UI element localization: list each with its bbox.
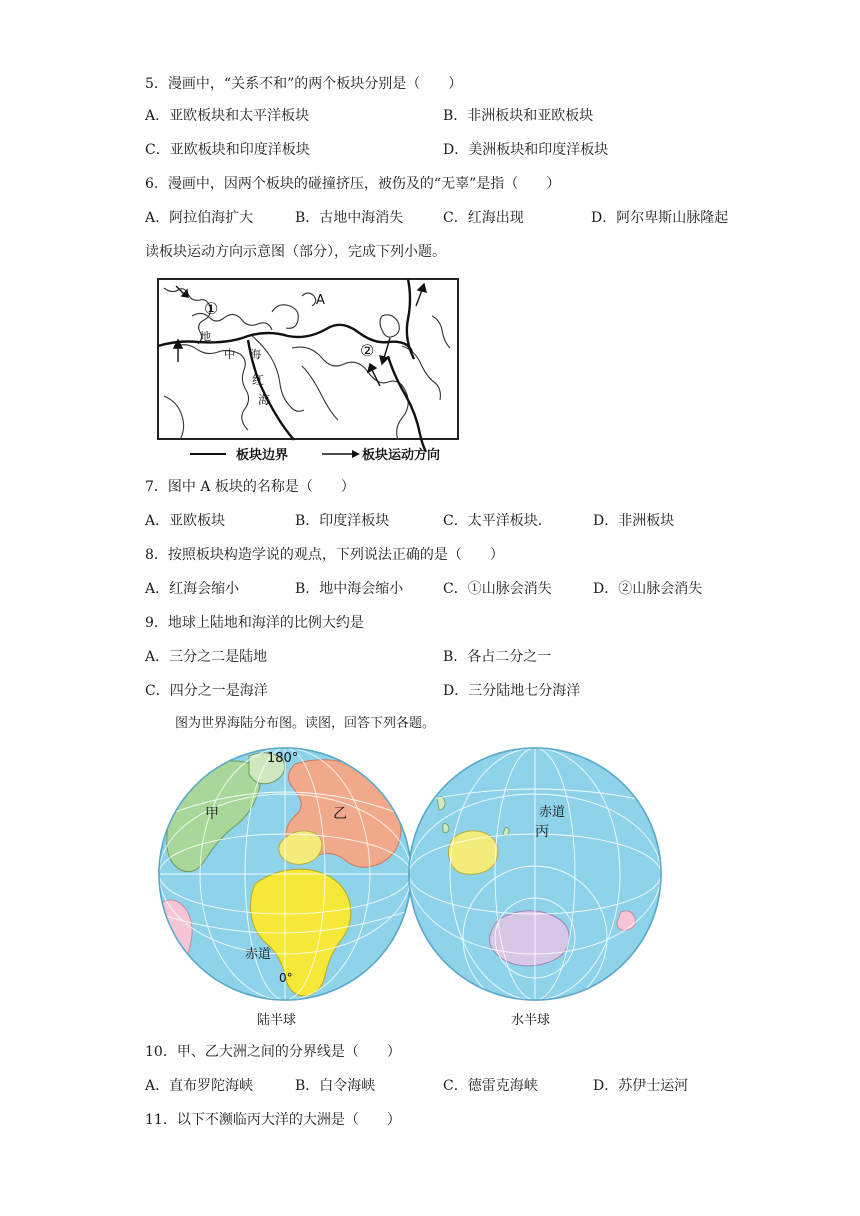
q10-option-b: B．白令海峡 [295,1078,376,1094]
q8-option-d: D．②山脉会消失 [593,581,703,597]
q7-option-d: D．非洲板块 [593,513,675,529]
intro-plate-map: 读板块运动方向示意图（部分），完成下列小题。 [145,244,446,260]
land-hemisphere-caption: 陆半球 [257,1013,297,1028]
q7-option-a: A．亚欧板块 [145,513,226,529]
q9-option-d: D．三分陆地七分海洋 [443,683,581,699]
map-label-circle-1: ① [204,299,219,318]
legend-boundary-label: 板块边界 [236,448,289,463]
question-8-stem: 8．按照板块构造学说的观点，下列说法正确的是（ ） [145,547,504,563]
land-label-0: 0° [279,971,293,985]
q5-option-a: A．亚欧板块和太平洋板块 [145,108,310,124]
q6-option-d: D．阿尔卑斯山脉隆起 [591,210,729,226]
map-label-di: 地 [200,330,211,343]
land-label-yi: 乙 [333,806,347,822]
question-7-stem: 7．图中 A 板块的名称是（ ） [145,479,355,495]
map-label-hong: 红 [252,373,265,387]
q7-option-b: B．印度洋板块 [295,513,390,529]
q10-option-a: A．直布罗陀海峡 [145,1078,254,1094]
question-6-stem: 6．漫画中，因两个板块的碰撞挤压，被伤及的“无辜”是指（ ） [145,176,561,192]
water-hemisphere-caption: 水半球 [511,1013,551,1028]
q5-option-b: B．非洲板块和亚欧板块 [443,108,594,124]
q6-option-b: B．古地中海消失 [295,210,404,226]
q9-option-b: B．各占二分之一 [443,649,552,665]
question-10-stem: 10．甲、乙大洲之间的分界线是（ ） [145,1044,401,1060]
land-hemisphere [157,748,411,1000]
water-label-bing: 丙 [535,824,549,840]
q9-option-c: C．四分之一是海洋 [145,683,268,699]
map-label-a: A [316,293,325,308]
q8-option-a: A．红海会缩小 [145,581,240,597]
map-label-circle-2: ② [360,341,375,360]
q8-option-c: C．①山脉会消失 [443,581,552,597]
legend-direction-label: 板块运动方向 [362,448,441,463]
q8-option-b: B．地中海会缩小 [295,581,404,597]
q5-option-c: C．亚欧板块和印度洋板块 [145,142,310,158]
land-label-180: 180° [267,751,299,766]
map-label-hai-red: 海 [258,393,271,407]
q6-option-a: A．阿拉伯海扩大 [145,210,254,226]
q6-option-c: C．红海出现 [443,210,524,226]
intro-hemisphere-map: 图为世界海陆分布图。读图，回答下列各题。 [175,716,436,731]
question-11-stem: 11．以下不濒临丙大洋的大洲是（ ） [145,1112,401,1128]
question-9-stem: 9．地球上陆地和海洋的比例大约是 [145,615,364,631]
q7-option-c: C．太平洋板块. [443,513,543,529]
water-hemisphere [409,748,661,1010]
map-label-hai: 海 [250,348,261,361]
land-label-jia: 甲 [205,806,219,822]
map-label-zhong: 中 [224,348,235,361]
q5-option-d: D．美洲板块和印度洋板块 [443,142,609,158]
q9-option-a: A．三分之二是陆地 [145,649,268,665]
legend-arrow-head [352,450,360,458]
q10-option-d: D．苏伊士运河 [593,1078,689,1094]
hemisphere-maps [145,742,665,1032]
q10-option-c: C．德雷克海峡 [443,1078,538,1094]
water-label-chidao: 赤道 [539,805,566,820]
land-label-chidao: 赤道 [245,947,272,962]
question-5-stem: 5．漫画中，“关系不和”的两个板块分别是（ ） [145,76,463,92]
plate-movement-map [152,276,464,466]
